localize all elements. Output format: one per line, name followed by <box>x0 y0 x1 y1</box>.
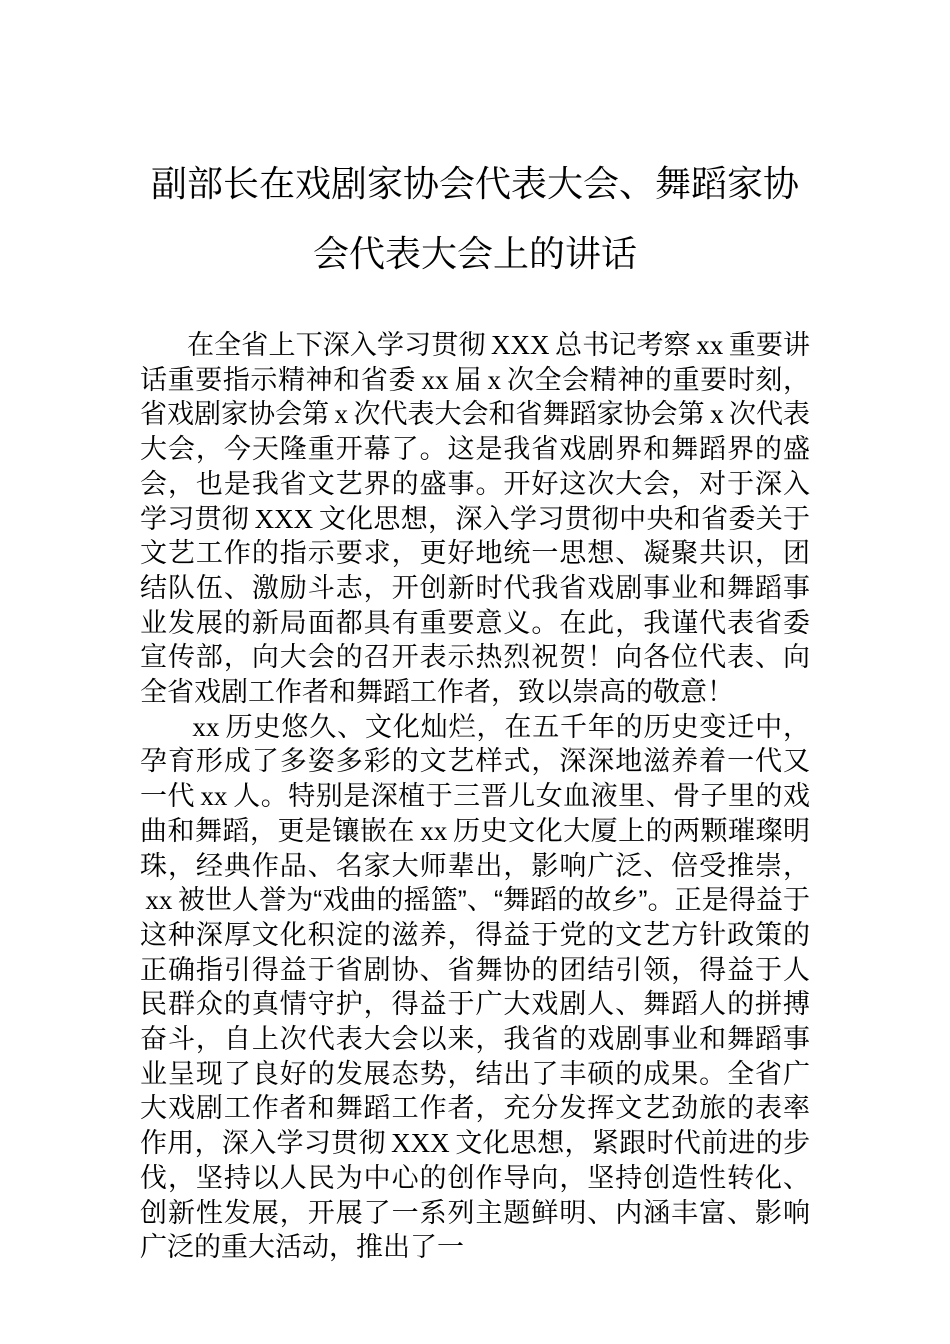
latin-placeholder-text: XXX <box>391 1128 450 1159</box>
latin-placeholder-text: XXX <box>254 503 314 534</box>
latin-placeholder-text: xx <box>145 885 173 916</box>
latin-placeholder-text: xx <box>200 781 228 812</box>
latin-placeholder-text: XXX <box>491 330 550 360</box>
latin-placeholder-text: xx <box>192 711 220 742</box>
body-paragraph: xx 历史悠久、文化灿烂，在五千年的历史变迁中，孕育形成了多姿多彩的文艺样式，深深地滋养着一代又一代 xx 人。特别是深植于三晋儿女血液里、骨子里的戏曲和舞蹈，更是镶嵌在 xx 历史文化大厦上的两颗璀璨明珠，经典作品、名家大师辈出，影响广泛、倍受推崇，xx 被世人誉为“戏曲的摇篮”、“舞蹈的故乡”。正是得益于这种深厚文化积淀的滋养，得益于党的文艺方针政策的正确指引得益于省剧协、省舞协的团结引领，得益于人民群众的真情守护，得益于广大戏剧人、舞蹈人的拼搏奋斗，自上次代表大会以来，我省的戏剧事业和舞蹈事业呈现了良好的发展态势，结出了丰硕的成果。全省广大戏剧工作者和舞蹈工作者，充分发挥文艺劲旅的表率作用，深入学习贯彻 XXX 文化思想，紧跟时代前进的步伐，坚持以人民为中心的创作导向，坚持创造性转化、创新性发展，开展了一系列主题鲜明、内涵丰富、影响广泛的重大活动，推出了一 <box>140 711 811 1263</box>
latin-placeholder-text: x <box>487 364 501 395</box>
latin-placeholder-text: xx <box>420 815 448 846</box>
body-paragraph: 在全省上下深入学习贯彻 XXX 总书记考察 xx 重要讲话重要指示精神和省委 xx 届 x 次全会精神的重要时刻，省戏剧家协会第 x 次代表大会和省舞蹈家协会第 x 次代表大会，今天隆重开幕了。这是我省戏剧界和舞蹈界的盛会，也是我省文艺界的盛事。开好这次大会，对于深入学习贯彻 XXX 文化思想，深入学习贯彻中央和省委关于文艺工作的指示要求，更好地统一思想、凝聚共识，团结队伍、激励斗志，开创新时代我省戏剧事业和舞蹈事业发展的新局面都具有重要意义。在此，我谨代表省委宣传部，向大会的召开表示热烈祝贺！向各位代表、向全省戏剧工作者和舞蹈工作者，致以崇高的敬意！ <box>140 330 811 708</box>
document-body <box>140 328 810 1265</box>
latin-placeholder-text: xx <box>421 364 449 395</box>
latin-placeholder-text: xx <box>696 330 724 360</box>
latin-placeholder-text: x <box>710 399 724 430</box>
document-title: 副部长在戏剧家协会代表大会、舞蹈家协会代表大会上的讲话 <box>150 163 799 274</box>
latin-placeholder-text: x <box>334 399 349 430</box>
